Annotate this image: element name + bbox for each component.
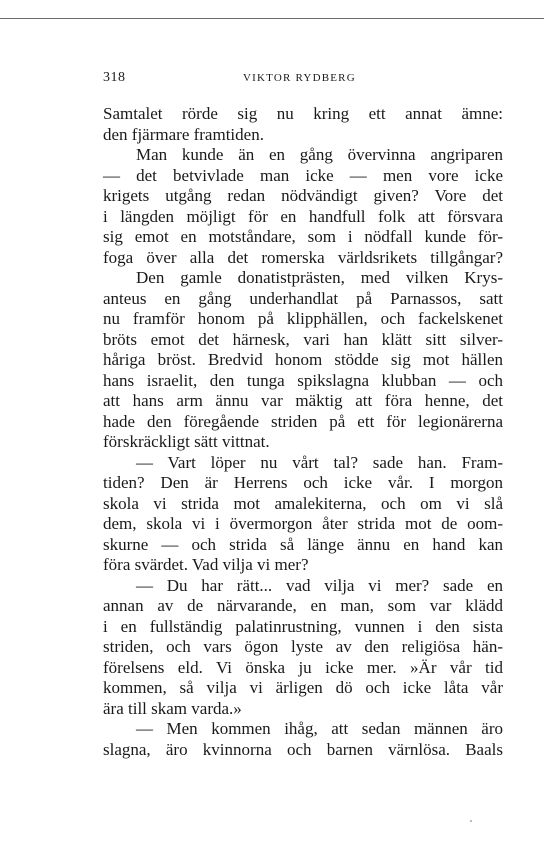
text-line: hade den föregående striden på ett för legionärerna	[103, 411, 503, 431]
page-number: 318	[103, 70, 126, 85]
text-line: — Vart löper nu vårt tal? sade han. Fram-	[136, 452, 503, 472]
text-line: skola vi strida mot amalekiterna, och om vi slå	[103, 493, 503, 513]
running-title: VIKTOR RYDBERG	[243, 72, 356, 84]
text-line: kommen, så vilja vi ärligen dö och icke låta vår	[103, 678, 503, 697]
text-line: ära till skam varda.»	[103, 698, 242, 718]
top-rule	[0, 18, 544, 19]
text-line: förskräckligt sätt vittnat.	[103, 432, 270, 451]
text-line: foga över alla det romerska världsrikets tillgångar?	[103, 247, 503, 267]
text-line: i en fullständig palatinrustning, vunnen i den sista	[103, 616, 503, 636]
text-line: krigets utgång redan nödvändigt given? Vore det	[103, 186, 503, 205]
text-line: — det betvivlade man icke — men vore icke	[103, 165, 503, 185]
text-line: nu framför honom på klipphällen, och fackelskenet	[103, 309, 503, 328]
text-line: striden, och vars ögon lyste av den religiösa hän-	[103, 637, 503, 656]
text-line: sig emot en motståndare, som i nödfall kunde för-	[103, 227, 503, 246]
text-line: hans israelit, den tunga spikslagna klubban — och	[103, 370, 503, 390]
text-line: — Men kommen ihåg, att sedan männen äro	[136, 719, 503, 738]
text-line: den fjärmare framtiden.	[103, 124, 264, 144]
text-line: skurne — och strida så länge ännu en hand kan	[103, 534, 503, 554]
text-line: — Du har rätt... vad vilja vi mer? sade en	[136, 575, 503, 595]
text-line: Den gamle donatistprästen, med vilken Krys-	[136, 268, 503, 287]
text-line: i längden möjligt för en handfull folk att försvara	[103, 206, 503, 226]
text-line: Samtalet rörde sig nu kring ett annat ämne:	[103, 104, 503, 123]
text-line: dem, skola vi i övermorgon åter strida mot de oom-	[103, 514, 503, 533]
text-line: förelsens eld. Vi önska ju icke mer. »Är vår tid	[103, 657, 503, 677]
text-line: föra svärdet. Vad vilja vi mer?	[103, 555, 309, 574]
text-line: håriga bröst. Bredvid honom stödde sig mot hällen	[103, 350, 503, 369]
print-speck	[470, 820, 472, 822]
body-text	[103, 104, 503, 760]
text-line: annan av de närvarande, en man, som var klädd	[103, 596, 503, 615]
text-line: Man kunde än en gång övervinna angriparen	[136, 145, 503, 164]
text-line: anteus en gång underhandlat på Parnassos, satt	[103, 288, 503, 308]
text-line: slagna, äro kvinnorna och barnen värnlösa. Baals	[103, 739, 503, 759]
text-line: tiden? Den är Herrens och icke vår. I morgon	[103, 473, 503, 492]
text-line: att hans arm ännu var mäktig att föra henne, det	[103, 391, 503, 410]
text-line: bröts emot det härnesk, vari han klätt sitt silver-	[103, 329, 503, 349]
running-head	[103, 70, 503, 88]
